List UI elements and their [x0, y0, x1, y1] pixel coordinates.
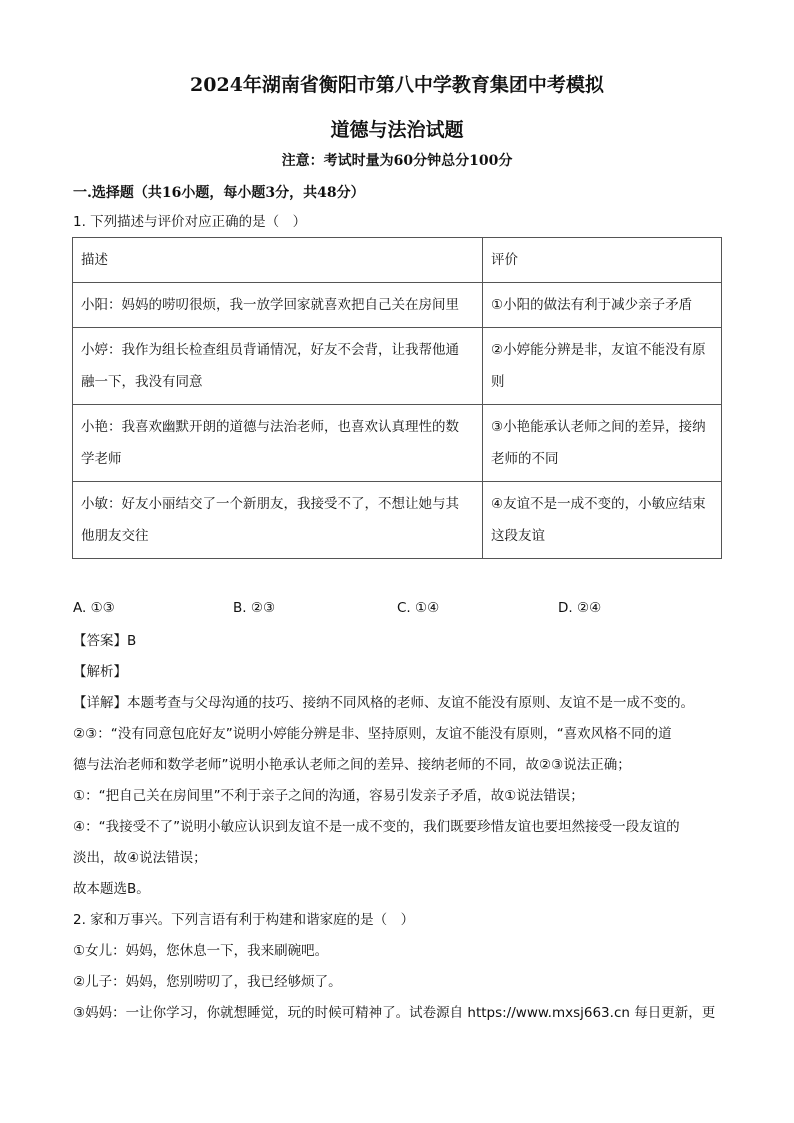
table-header-desc: 描述 [73, 238, 483, 283]
table-row [73, 283, 722, 328]
question-2-item: ②儿子：妈妈，您别唠叨了，我已经够烦了。 [73, 974, 342, 990]
question-1-table [72, 237, 722, 559]
cell-line: ①小阳的做法有利于减少亲子矛盾 [491, 297, 693, 313]
table-cell-desc [73, 283, 483, 328]
analysis-line: ④：“我接受不了”说明小敏应认识到友谊不是一成不变的，我们既要珍惜友谊也要坦然接受一段友谊的 [73, 819, 680, 835]
exam-note: 注意：考试时量为60分钟总分100分 [281, 153, 513, 169]
analysis-label: 【解析】 [73, 664, 127, 680]
option-b: B. ②③ [233, 600, 276, 616]
table-cell-eval [483, 283, 722, 328]
table-cell-desc [73, 482, 483, 559]
exam-title: 2024年湖南省衡阳市第八中学教育集团中考模拟 [190, 74, 604, 96]
question-2-item: ①女儿：妈妈，您休息一下，我来刷碗吧。 [73, 943, 329, 959]
cell-line: 小阳：妈妈的唠叨很烦，我一放学回家就喜欢把自己关在房间里 [81, 297, 459, 313]
question-1-stem: 1. 下列描述与评价对应正确的是（ ） [73, 214, 307, 230]
cell-line: 小艳：我喜欢幽默开朗的道德与法治老师，也喜欢认真理性的数 [81, 419, 459, 435]
cell-line: ②小婷能分辨是非，友谊不能没有原 [491, 342, 706, 358]
analysis-line: 【详解】本题考查与父母沟通的技巧、接纳不同风格的老师、友谊不能没有原则、友谊不是一成不变的。 [73, 695, 694, 711]
question-2-stem: 2. 家和万事兴。下列言语有利于构建和谐家庭的是（ ） [73, 912, 415, 928]
cell-line: 老师的不同 [491, 451, 559, 467]
answer-line: 【答案】B [73, 633, 137, 649]
table-cell-desc [73, 328, 483, 405]
analysis-line: 淡出，故④说法错误； [73, 850, 207, 866]
table-cell-eval [483, 482, 722, 559]
cell-line: ④友谊不是一成不变的，小敏应结束 [491, 496, 706, 512]
table-row [73, 328, 722, 405]
cell-line: ③小艳能承认老师之间的差异，接纳 [491, 419, 706, 435]
cell-line: 则 [491, 374, 505, 390]
table-cell-desc [73, 405, 483, 482]
cell-line: 这段友谊 [491, 528, 545, 544]
table-row [73, 482, 722, 559]
analysis-line: ①：“把自己关在房间里”不利于亲子之间的沟通，容易引发亲子矛盾，故①说法错误； [73, 788, 584, 804]
option-c: C. ①④ [397, 600, 440, 616]
analysis-line: 德与法治老师和数学老师”说明小艳承认老师之间的差异、接纳老师的不同，故②③说法正确； [73, 757, 631, 773]
table-header-eval: 评价 [483, 238, 722, 283]
option-a: A. ①③ [73, 600, 115, 616]
section-heading: 一.选择题（共16小题，每小题3分，共48分） [73, 185, 365, 201]
question-2-item: ③妈妈：一让你学习，你就想睡觉，玩的时候可精神了。试卷源自 https://www.mxsj663.cn 每日更新，更 [73, 1005, 716, 1021]
table-header-row [73, 238, 722, 283]
cell-line: 小婷：我作为组长检查组员背诵情况，好友不会背，让我帮他通 [81, 342, 459, 358]
table-cell-eval [483, 328, 722, 405]
option-d: D. ②④ [558, 600, 602, 616]
table-row [73, 405, 722, 482]
analysis-line: ②③：“没有同意包庇好友”说明小婷能分辨是非、坚持原则，友谊不能没有原则，“喜欢风格不同的道 [73, 726, 672, 742]
cell-line: 学老师 [81, 451, 122, 467]
exam-subtitle: 道德与法治试题 [330, 119, 464, 141]
cell-line: 融一下，我没有同意 [81, 374, 203, 390]
cell-line: 小敏：好友小丽结交了一个新朋友，我接受不了，不想让她与其 [81, 496, 459, 512]
table-cell-eval [483, 405, 722, 482]
analysis-line: 故本题选B。 [73, 881, 150, 897]
cell-line: 他朋友交往 [81, 528, 149, 544]
